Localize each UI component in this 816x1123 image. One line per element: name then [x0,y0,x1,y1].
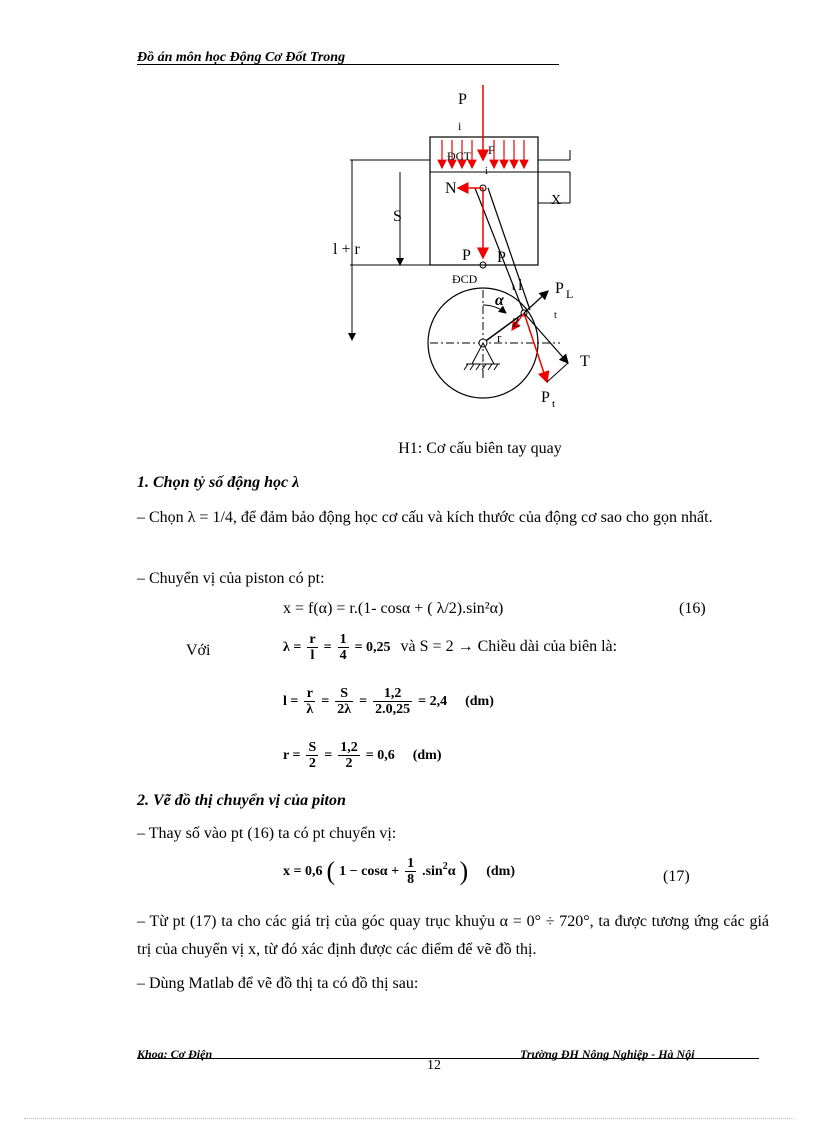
label-x: X [551,193,562,208]
section-1-para-2: – Chuyển vị của piston có pt: [137,570,325,587]
l-equation: l = $\frac{r}{\lambda}$ = $\frac{S}{2\lambda}$ = $\frac{1,2}{2.0,25}$ = 2,4 (dm) [283,686,494,717]
equation-16-number: (16) [679,600,706,617]
section-2-para-2: – Từ pt (17) ta cho các giá trị của góc quay trục khuỷu α = 0° ÷ 720°, ta được tương ứng các giá trị của chuyển vị x, từ đó xác định được các điểm để vẽ đồ thị. [137,913,769,958]
label-pt: P [541,389,550,406]
label-p-top: P [458,91,467,108]
figure-caption: H1: Cơ cấu biên tay quay [398,440,562,457]
svg-text:t: t [552,398,556,410]
equation-17-number: (17) [663,868,690,885]
label-dct: ĐCT [447,149,471,163]
footer-left: Khoa: Cơ Điện [137,1047,213,1061]
page-number: 12 [427,1058,441,1073]
label-s: S [393,208,402,225]
svg-text:i: i [485,166,488,177]
svg-text:i: i [458,119,462,133]
svg-text:P: P [497,249,506,266]
page-bottom-border [24,1118,794,1119]
section-1-heading: 1. Chọn tỷ số động học λ [137,474,300,491]
section-2-heading: 2. Vẽ đồ thị chuyển vị của piton [137,792,346,809]
section-2-para-1: – Thay số vào pt (16) ta có pt chuyển vị: [137,825,397,842]
page-header: Đồ án môn học Động Cơ Đốt Trong [137,50,346,65]
with-label: Với [186,642,211,659]
label-dcd: ĐCD [452,272,478,286]
label-alpha: α [495,292,504,309]
r-equation: r = $\frac{S}{2}$ = $\frac{1,2}{2}$ = 0,6 (dm) [283,740,442,771]
svg-text:r: r [497,330,502,345]
svg-text:P: P [462,247,471,264]
lambda-equation: λ = $\frac{r}{l}$ = $\frac{1}{4}$ = 0,25 và S = 2 → Chiều dài của biên là: [283,632,618,663]
equation-17: x = 0,6 ( 1 − cosα + $\frac{1}{8}$ $.\sin^2\alpha$ ) (dm) [283,856,515,887]
section-1-para-1: – Chọn λ = 1/4, để đảm bảo động học cơ cấu và kích thước của động cơ sao cho gọn nhất. [137,509,713,526]
label-l-plus-r: l + r [333,241,360,258]
label-t: T [580,353,590,370]
svg-text:l: l [518,277,523,294]
crank-mechanism-diagram [0,0,816,440]
equation-16: x = f(α) = r.(1- cosα + ( λ/2).sin²α) [283,600,504,617]
svg-text:t: t [512,282,515,293]
svg-text:F: F [488,143,495,157]
label-n: N [445,180,457,197]
svg-text:L: L [566,287,574,301]
svg-text:Z: Z [512,315,520,330]
footer-right: Trường ĐH Nông Nghiệp - Hà Nội [520,1047,695,1061]
section-2-para-3: – Dùng Matlab để vẽ đồ thị ta có đồ thị sau: [137,975,419,992]
svg-text:P: P [555,280,564,297]
svg-text:t: t [554,310,557,321]
